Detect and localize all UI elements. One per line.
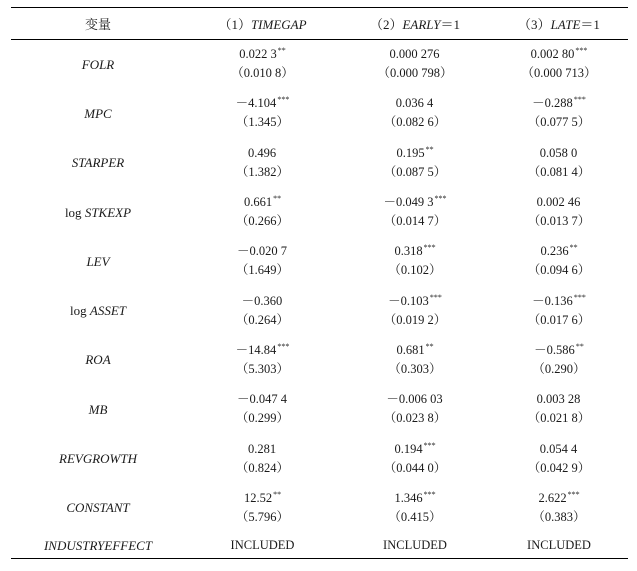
coefficient bbox=[340, 242, 490, 261]
coefficient-value: 0.318 bbox=[394, 244, 423, 259]
variable-prefix: log bbox=[64, 204, 85, 220]
estimate-cell bbox=[490, 40, 628, 89]
variable-name bbox=[11, 237, 185, 286]
coefficient-value: 2.622 bbox=[538, 490, 567, 505]
variable-label: STARPER bbox=[71, 155, 125, 171]
estimate-cell bbox=[490, 138, 628, 187]
table-row bbox=[11, 434, 628, 483]
coefficient bbox=[185, 390, 340, 409]
coefficient-value: 0.002 80 bbox=[530, 47, 575, 62]
coefficient bbox=[490, 144, 628, 163]
standard-error: （1.345） bbox=[235, 115, 290, 130]
coefficient bbox=[185, 94, 340, 113]
table-row bbox=[11, 89, 628, 138]
coefficient bbox=[490, 242, 628, 261]
variable-label: LEV bbox=[86, 253, 110, 269]
variable-label: ASSET bbox=[89, 303, 126, 319]
standard-error: （0.299） bbox=[235, 411, 290, 426]
header-col-2 bbox=[340, 8, 490, 40]
standard-error: （0.415） bbox=[388, 509, 442, 524]
standard-error: （0.000 713） bbox=[521, 66, 597, 81]
significance-stars: *** bbox=[429, 292, 442, 302]
coefficient bbox=[185, 292, 340, 311]
header-variable: 变量 bbox=[11, 8, 185, 40]
significance-stars: *** bbox=[277, 95, 290, 105]
standard-error: （0.082 6） bbox=[383, 115, 447, 130]
coefficient-value: 0.036 4 bbox=[395, 96, 434, 111]
estimate-cell bbox=[340, 434, 490, 483]
coefficient-value: －0.020 7 bbox=[236, 244, 287, 259]
variable-name bbox=[11, 286, 185, 335]
coefficient bbox=[185, 45, 340, 64]
table-header bbox=[11, 8, 628, 40]
coefficient bbox=[340, 45, 490, 64]
coefficient bbox=[490, 390, 628, 409]
standard-error: （0.000 798） bbox=[377, 66, 453, 81]
estimate-cell bbox=[185, 483, 340, 532]
estimate-cell bbox=[490, 89, 628, 138]
industry-effect-value: INCLUDED bbox=[185, 532, 340, 558]
estimate-cell bbox=[185, 434, 340, 483]
coefficient bbox=[185, 341, 340, 360]
table-row bbox=[11, 483, 628, 532]
standard-error: （0.014 7） bbox=[383, 214, 447, 229]
industry-effect-value: INCLUDED bbox=[490, 532, 628, 558]
variable-name bbox=[11, 483, 185, 532]
significance-stars: *** bbox=[573, 95, 586, 105]
significance-stars: ** bbox=[425, 341, 434, 351]
variable-label: REVGROWTH bbox=[59, 451, 137, 467]
header-col-1 bbox=[185, 8, 340, 40]
standard-error: （0.081 4） bbox=[527, 164, 591, 179]
coefficient bbox=[340, 341, 490, 360]
coefficient-value: 0.002 46 bbox=[536, 195, 581, 210]
header-col-1-name: TIMEGAP bbox=[250, 17, 307, 32]
coefficient bbox=[340, 193, 490, 212]
standard-error: （0.087 5） bbox=[383, 164, 447, 179]
significance-stars: ** bbox=[569, 243, 578, 253]
coefficient-value: 0.022 3 bbox=[239, 47, 277, 62]
industry-effect-value: INCLUDED bbox=[340, 532, 490, 558]
coefficient-value: 0.000 276 bbox=[389, 47, 440, 62]
variable-label: MPC bbox=[84, 105, 112, 121]
significance-stars: *** bbox=[423, 243, 436, 253]
coefficient-value: 0.003 28 bbox=[536, 392, 581, 407]
standard-error: （0.017 6） bbox=[527, 312, 591, 327]
variable-prefix: log bbox=[70, 303, 90, 319]
significance-stars: *** bbox=[277, 341, 290, 351]
industry-effect-row bbox=[11, 532, 628, 558]
table-body bbox=[11, 40, 628, 559]
coefficient-value: 0.661 bbox=[243, 195, 273, 210]
estimate-cell bbox=[340, 89, 490, 138]
coefficient bbox=[340, 390, 490, 409]
estimate-cell bbox=[340, 483, 490, 532]
coefficient-value: －0.136 bbox=[532, 293, 573, 308]
coefficient-value: －0.586 bbox=[534, 342, 575, 357]
variable-name bbox=[11, 187, 185, 236]
standard-error: （0.102） bbox=[388, 263, 442, 278]
coefficient bbox=[490, 341, 628, 360]
coefficient bbox=[340, 440, 490, 459]
coefficient-value: 0.195 bbox=[396, 145, 425, 160]
table-row bbox=[11, 237, 628, 286]
coefficient bbox=[340, 144, 490, 163]
estimate-cell bbox=[185, 286, 340, 335]
standard-error: （0.266） bbox=[235, 214, 290, 229]
coefficient bbox=[490, 45, 628, 64]
standard-error: （0.023 8） bbox=[383, 411, 447, 426]
header-col-3-name: LATE bbox=[550, 17, 581, 32]
coefficient bbox=[340, 489, 490, 508]
significance-stars: *** bbox=[567, 489, 580, 499]
table-row bbox=[11, 335, 628, 384]
significance-stars: *** bbox=[423, 489, 436, 499]
variable-label: STKEXP bbox=[84, 204, 132, 220]
estimate-cell bbox=[185, 89, 340, 138]
coefficient-value: －0.360 bbox=[241, 293, 283, 308]
estimate-cell bbox=[490, 335, 628, 384]
table-row bbox=[11, 40, 628, 89]
standard-error: （0.290） bbox=[532, 361, 586, 376]
significance-stars: ** bbox=[273, 194, 282, 204]
estimate-cell bbox=[185, 335, 340, 384]
estimate-cell bbox=[490, 434, 628, 483]
standard-error: （0.077 5） bbox=[527, 115, 591, 130]
standard-error: （5.796） bbox=[235, 509, 290, 524]
coefficient bbox=[340, 94, 490, 113]
significance-stars: ** bbox=[575, 341, 584, 351]
coefficient-value: －0.047 4 bbox=[236, 392, 287, 407]
estimate-cell bbox=[185, 40, 340, 89]
coefficient-value: 12.52 bbox=[243, 490, 273, 505]
standard-error: （0.044 0） bbox=[383, 460, 447, 475]
coefficient-value: 0.681 bbox=[396, 342, 425, 357]
estimate-cell bbox=[340, 385, 490, 434]
estimate-cell bbox=[185, 237, 340, 286]
coefficient bbox=[185, 144, 340, 163]
significance-stars: *** bbox=[423, 440, 436, 450]
regression-table bbox=[11, 7, 628, 559]
variable-name bbox=[11, 138, 185, 187]
estimate-cell bbox=[185, 385, 340, 434]
variable-name bbox=[11, 89, 185, 138]
standard-error: （0.021 8） bbox=[527, 411, 591, 426]
header-col-2-prefix: （2） bbox=[369, 17, 403, 32]
standard-error: （0.042 9） bbox=[527, 460, 591, 475]
coefficient-value: 0.058 0 bbox=[539, 145, 578, 160]
variable-label: FOLR bbox=[81, 56, 115, 72]
variable-label: MB bbox=[88, 401, 108, 417]
estimate-cell bbox=[340, 286, 490, 335]
estimate-cell bbox=[185, 187, 340, 236]
standard-error: （0.010 8） bbox=[231, 66, 294, 81]
standard-error: （0.824） bbox=[235, 460, 290, 475]
header-col-3-suffix: ＝1 bbox=[580, 17, 600, 32]
estimate-cell bbox=[490, 237, 628, 286]
header-col-3 bbox=[490, 8, 628, 40]
coefficient bbox=[490, 489, 628, 508]
coefficient-value: 0.054 4 bbox=[539, 441, 578, 456]
coefficient-value: 1.346 bbox=[394, 490, 423, 505]
estimate-cell bbox=[490, 483, 628, 532]
standard-error: （0.019 2） bbox=[383, 312, 447, 327]
estimate-cell bbox=[490, 385, 628, 434]
coefficient bbox=[185, 440, 340, 459]
variable-label: ROA bbox=[85, 352, 111, 368]
standard-error: （0.013 7） bbox=[527, 214, 591, 229]
coefficient bbox=[490, 440, 628, 459]
standard-error: （1.649） bbox=[235, 263, 290, 278]
variable-name bbox=[11, 335, 185, 384]
estimate-cell bbox=[340, 40, 490, 89]
table-row bbox=[11, 138, 628, 187]
coefficient-value: 0.281 bbox=[247, 441, 277, 456]
standard-error: （0.383） bbox=[532, 509, 586, 524]
variable-name bbox=[11, 434, 185, 483]
standard-error: （0.094 6） bbox=[527, 263, 591, 278]
coefficient-value: 0.194 bbox=[394, 441, 423, 456]
coefficient bbox=[490, 94, 628, 113]
estimate-cell bbox=[340, 237, 490, 286]
standard-error: （0.264） bbox=[235, 312, 290, 327]
significance-stars: ** bbox=[425, 144, 434, 154]
header-col-2-name: EARLY bbox=[402, 17, 441, 32]
coefficient-value: －0.103 bbox=[388, 293, 429, 308]
significance-stars: *** bbox=[575, 46, 588, 56]
header-col-3-prefix: （3） bbox=[518, 17, 551, 32]
significance-stars: ** bbox=[277, 46, 286, 56]
coefficient-value: 0.236 bbox=[540, 244, 569, 259]
standard-error: （0.303） bbox=[388, 361, 442, 376]
coefficient bbox=[185, 489, 340, 508]
coefficient-value: －0.288 bbox=[532, 96, 573, 111]
industry-effect-label: INDUSTRYEFFECT bbox=[11, 532, 185, 558]
standard-error: （5.303） bbox=[235, 361, 290, 376]
estimate-cell bbox=[340, 335, 490, 384]
significance-stars: *** bbox=[434, 194, 447, 204]
table-row bbox=[11, 286, 628, 335]
estimate-cell bbox=[490, 286, 628, 335]
significance-stars: *** bbox=[573, 292, 586, 302]
variable-name bbox=[11, 385, 185, 434]
standard-error: （1.382） bbox=[235, 164, 290, 179]
estimate-cell bbox=[340, 187, 490, 236]
coefficient-value: －0.049 3 bbox=[383, 195, 434, 210]
variable-name bbox=[11, 40, 185, 89]
coefficient bbox=[185, 242, 340, 261]
coefficient bbox=[185, 193, 340, 212]
header-col-2-suffix: ＝1 bbox=[440, 17, 461, 32]
coefficient-value: －0.006 03 bbox=[386, 392, 443, 407]
table-row bbox=[11, 187, 628, 236]
variable-label: CONSTANT bbox=[66, 500, 130, 516]
table-row bbox=[11, 385, 628, 434]
coefficient-value: －4.104 bbox=[235, 96, 277, 111]
estimate-cell bbox=[340, 138, 490, 187]
estimate-cell bbox=[490, 187, 628, 236]
estimate-cell bbox=[185, 138, 340, 187]
coefficient bbox=[490, 292, 628, 311]
coefficient bbox=[490, 193, 628, 212]
header-row bbox=[11, 8, 628, 40]
coefficient-value: 0.496 bbox=[247, 145, 277, 160]
coefficient-value: －14.84 bbox=[235, 342, 277, 357]
header-col-1-prefix: （1） bbox=[218, 17, 251, 32]
significance-stars: ** bbox=[273, 489, 282, 499]
coefficient bbox=[340, 292, 490, 311]
